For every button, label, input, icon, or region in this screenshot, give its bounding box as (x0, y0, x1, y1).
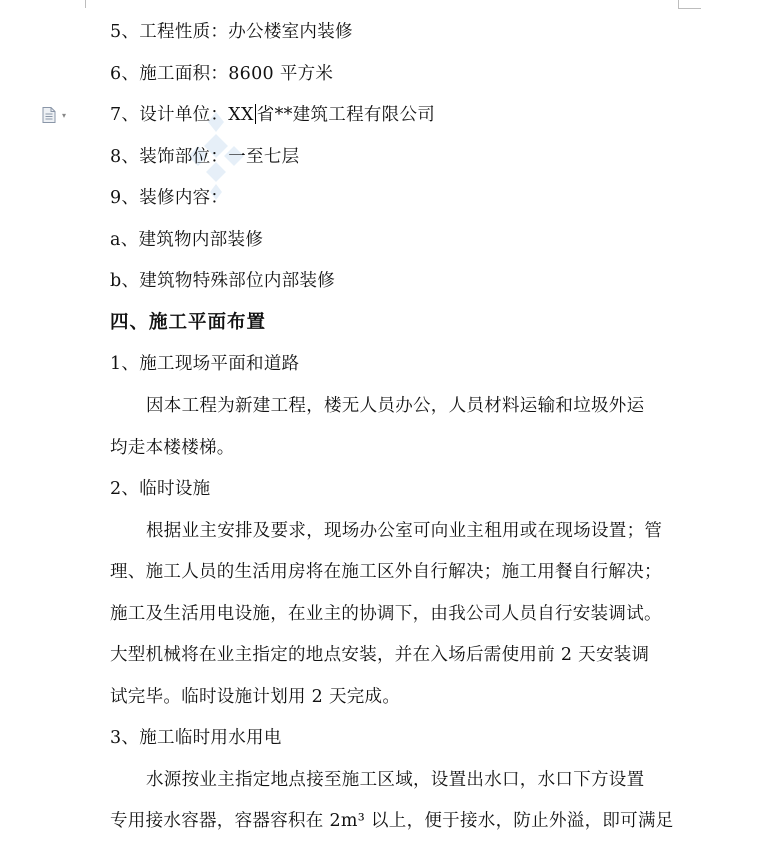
subsection-2: 2、临时设施 (110, 479, 211, 499)
paragraph-2-line-4: 大型机械将在业主指定的地点安装，并在入场后需使用前 2 天安装调 (110, 645, 650, 665)
dropdown-caret-icon[interactable]: ▾ (62, 111, 67, 120)
document-icon[interactable] (42, 107, 56, 123)
margin-corner-left (85, 0, 86, 8)
item-b: b、建筑物特殊部位内部装修 (110, 271, 336, 291)
subsection-3: 3、施工临时用水用电 (110, 728, 282, 748)
item-a: a、建筑物内部装修 (110, 230, 264, 250)
paragraph-2-line-3: 施工及生活用电设施，在业主的协调下，由我公司人员自行安装调试。 (110, 604, 662, 624)
paragraph-2-line-2: 理、施工人员的生活用房将在施工区外自行解决；施工用餐自行解决； (110, 562, 662, 582)
paragraph-3-line-2: 专用接水容器，容器容积在 2m³ 以上，便于接水，防止外溢，即可满足 (110, 811, 674, 831)
paragraph-1-line-2: 均走本楼楼梯。 (110, 438, 235, 458)
paragraph-3-line-1: 水源按业主指定地点接至施工区域，设置出水口，水口下方设置 (146, 770, 645, 790)
item-8-scope: 8、装饰部位：一至七层 (110, 147, 300, 167)
item-7-designer (110, 104, 435, 126)
margin-corner-right (678, 0, 701, 9)
item-5-nature: 5、工程性质：办公楼室内装修 (110, 22, 353, 42)
subsection-1: 1、施工现场平面和道路 (110, 354, 300, 374)
item-9-content: 9、装修内容： (110, 188, 229, 208)
paragraph-1-line-1: 因本工程为新建工程，楼无人员办公，人员材料运输和垃圾外运 (146, 396, 645, 416)
paragraph-2-line-1: 根据业主安排及要求，现场办公室可向业主租用或在现场设置；管 (146, 521, 663, 541)
item-6-area: 6、施工面积：8600 平方米 (110, 64, 334, 84)
paragraph-2-line-5: 试完毕。临时设施计划用 2 天完成。 (110, 687, 401, 707)
item-7-label: 7、设计单位：XX (110, 105, 254, 125)
section-heading: 四、施工平面布置 (110, 312, 267, 333)
text-cursor (255, 104, 256, 124)
item-7-company: 省**建筑工程有限公司 (256, 105, 436, 125)
